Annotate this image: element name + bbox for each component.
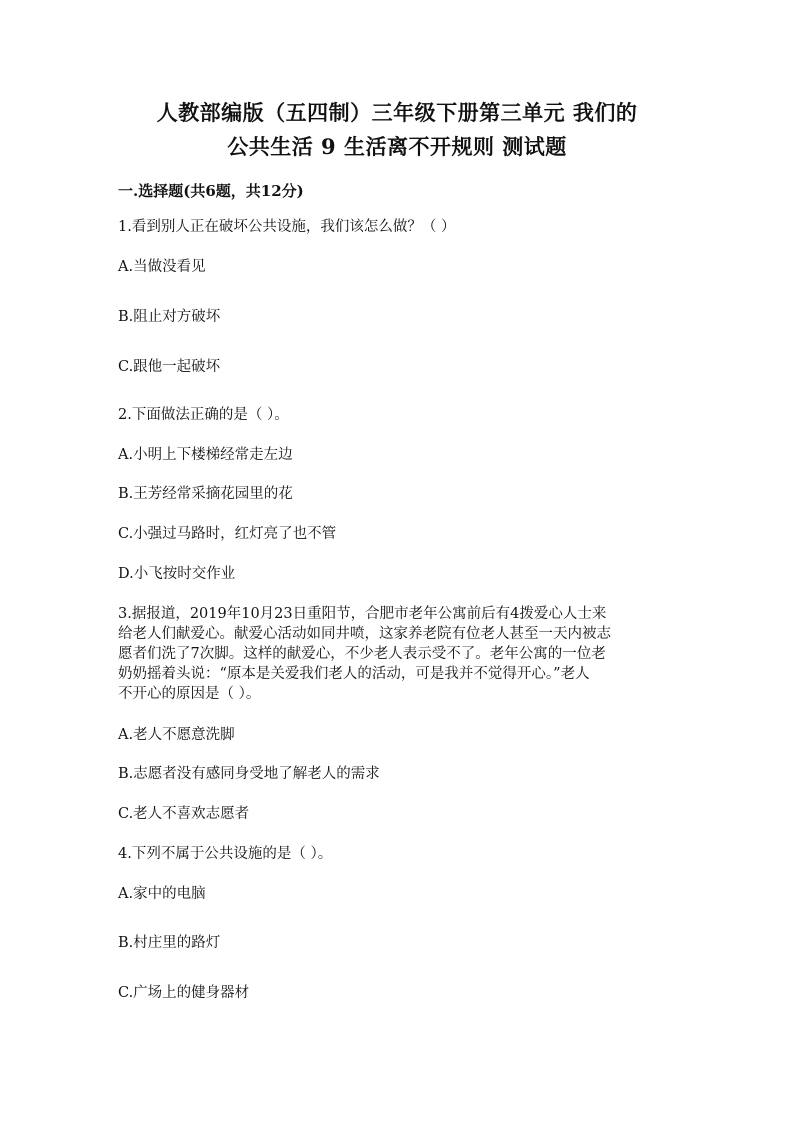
question-4-option-a: A.家中的电脑 [118, 886, 206, 902]
question-3-stem-line-3: 愿者们洗了7次脚。这样的献爱心，不少老人表示受不了。老年公寓的一位老 [118, 646, 606, 662]
question-1-stem: 1.看到别人正在破坏公共设施，我们该怎么做？（ ） [118, 219, 456, 235]
question-2-option-c: C.小强过马路时，红灯亮了也不管 [118, 526, 337, 542]
question-1-option-b: B.阻止对方破坏 [118, 309, 221, 325]
question-3-stem-line-1: 3.据报道，2019年10月23日重阳节，合肥市老年公寓前后有4拨爱心人士来 [118, 606, 607, 622]
title-line-1: 人教部编版（五四制）三年级下册第三单元 我们的 [156, 100, 638, 125]
question-3-stem-line-5: 不开心的原因是（ ）。 [118, 686, 261, 702]
question-3-stem-line-4: 奶奶摇着头说：“原本是关爱我们老人的活动，可是我并不觉得开心。”老人 [118, 666, 590, 682]
question-3-option-b: B.志愿者没有感同身受地了解老人的需求 [118, 766, 380, 782]
question-2-stem: 2.下面做法正确的是（ ）。 [118, 407, 289, 423]
section-heading: 一.选择题(共6题，共12分) [118, 182, 304, 200]
question-4-stem: 4.下列不属于公共设施的是（ ）。 [118, 846, 333, 862]
question-2-option-b: B.王芳经常采摘花园里的花 [118, 486, 293, 502]
question-3-option-a: A.老人不愿意洗脚 [118, 727, 235, 743]
question-4-option-c: C.广场上的健身器材 [118, 985, 250, 1001]
question-1-option-a: A.当做没看见 [118, 259, 206, 275]
question-1-option-c: C.跟他一起破坏 [118, 359, 221, 375]
question-3-option-c: C.老人不喜欢志愿者 [118, 806, 250, 822]
question-2-option-d: D.小飞按时交作业 [118, 566, 236, 582]
question-3-stem-line-2: 给老人们献爱心。献爱心活动如同井喷，这家养老院有位老人甚至一天内被志 [118, 626, 611, 642]
question-4-option-b: B.村庄里的路灯 [118, 935, 221, 951]
question-2-option-a: A.小明上下楼梯经常走左边 [118, 447, 293, 463]
title-line-2: 公共生活 9 生活离不开规则 测试题 [227, 134, 567, 159]
